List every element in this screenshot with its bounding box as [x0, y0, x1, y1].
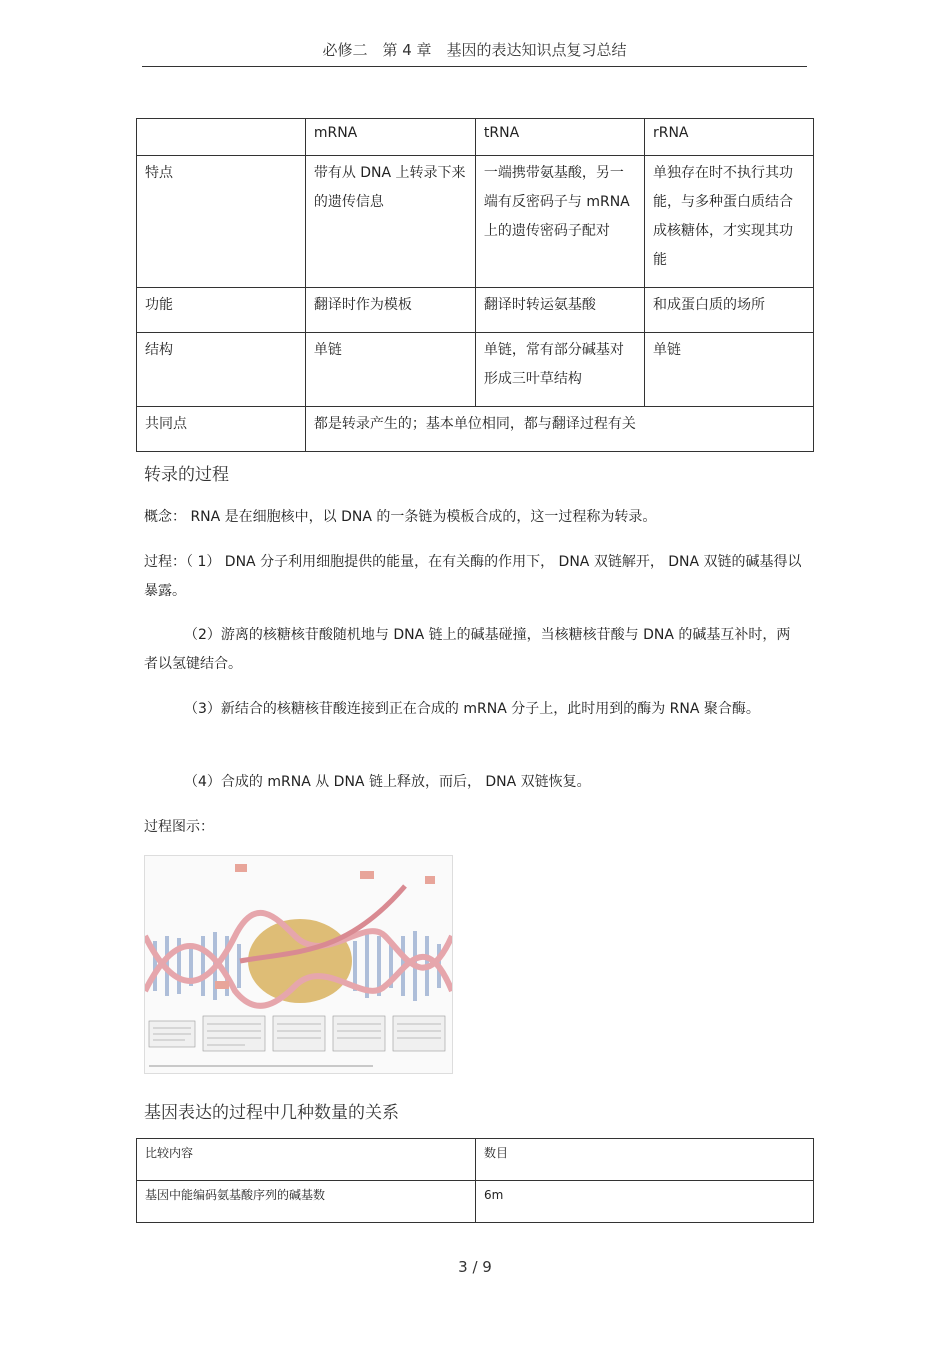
table-cell: 单链，常有部分碱基对形成三叶草结构 — [475, 333, 644, 407]
table-row — [137, 156, 814, 288]
column-header: 比较内容 — [137, 1139, 476, 1181]
step-paragraph: （4）合成的 mRNA 从 DNA 链上释放，而后， DNA 双链恢复。 — [184, 774, 591, 790]
row-label: 特点 — [137, 156, 306, 288]
table-cell: 基因中能编码氨基酸序列的碱基数 — [137, 1181, 476, 1223]
rna-comparison-table — [136, 118, 814, 452]
transcription-diagram — [144, 855, 453, 1074]
page-header — [142, 38, 807, 67]
column-header: 数目 — [476, 1139, 814, 1181]
table-cell: 翻译时转运氨基酸 — [475, 288, 644, 333]
header-title: 必修二 第 4 章 基因的表达知识点复习总结 — [322, 41, 627, 59]
column-header-mrna: mRNA — [305, 119, 475, 156]
table-cell: 翻译时作为模板 — [305, 288, 475, 333]
column-header-rrna: rRNA — [644, 119, 813, 156]
page-number: 3 / 9 — [458, 1258, 492, 1276]
table-cell: 单链 — [644, 333, 813, 407]
row-label: 共同点 — [137, 407, 306, 452]
step-paragraph: 过程：（ 1） DNA 分子利用细胞提供的能量，在有关酶的作用下， DNA 双链解开， DNA 双链的碱基得以暴露。 — [144, 554, 802, 599]
step-paragraph: （3）新结合的核糖核苷酸连接到正在合成的 mRNA 分子上，此时用到的酶为 RNA 聚合酶。 — [184, 701, 760, 717]
table-row — [137, 1181, 814, 1223]
table-row — [137, 288, 814, 333]
table-row — [137, 1139, 814, 1181]
table-cell: 单链 — [305, 333, 475, 407]
table-cell: 和成蛋白质的场所 — [644, 288, 813, 333]
step-paragraph: （2）游离的核糖核苷酸随机地与 DNA 链上的碱基碰撞，当核糖核苷酸与 DNA 的碱基互补时，两者以氢键结合。 — [144, 627, 791, 672]
section-title-transcription: 转录的过程 — [144, 465, 229, 485]
concept-paragraph: 概念： RNA 是在细胞核中，以 DNA 的一条链为模板合成的，这一过程称为转录。 — [144, 509, 657, 525]
table-row — [137, 333, 814, 407]
table-cell: 6m — [476, 1181, 814, 1223]
column-header-trna: tRNA — [475, 119, 644, 156]
figure-label: 过程图示： — [144, 819, 214, 835]
row-label: 结构 — [137, 333, 306, 407]
table-cell: 带有从 DNA 上转录下来的遗传信息 — [305, 156, 475, 288]
table-cell: 单独存在时不执行其功能，与多种蛋白质结合成核糖体，才实现其功能 — [644, 156, 813, 288]
dna-transcription-illustration — [145, 856, 452, 1073]
table-cell: 一端携带氨基酸，另一端有反密码子与 mRNA 上的遗传密码子配对 — [475, 156, 644, 288]
table-cell: 都是转录产生的；基本单位相同，都与翻译过程有关 — [305, 407, 813, 452]
table-cell — [137, 119, 306, 156]
section-title-quantity: 基因表达的过程中几种数量的关系 — [144, 1103, 399, 1123]
table-row — [137, 407, 814, 452]
quantity-table — [136, 1138, 814, 1223]
row-label: 功能 — [137, 288, 306, 333]
